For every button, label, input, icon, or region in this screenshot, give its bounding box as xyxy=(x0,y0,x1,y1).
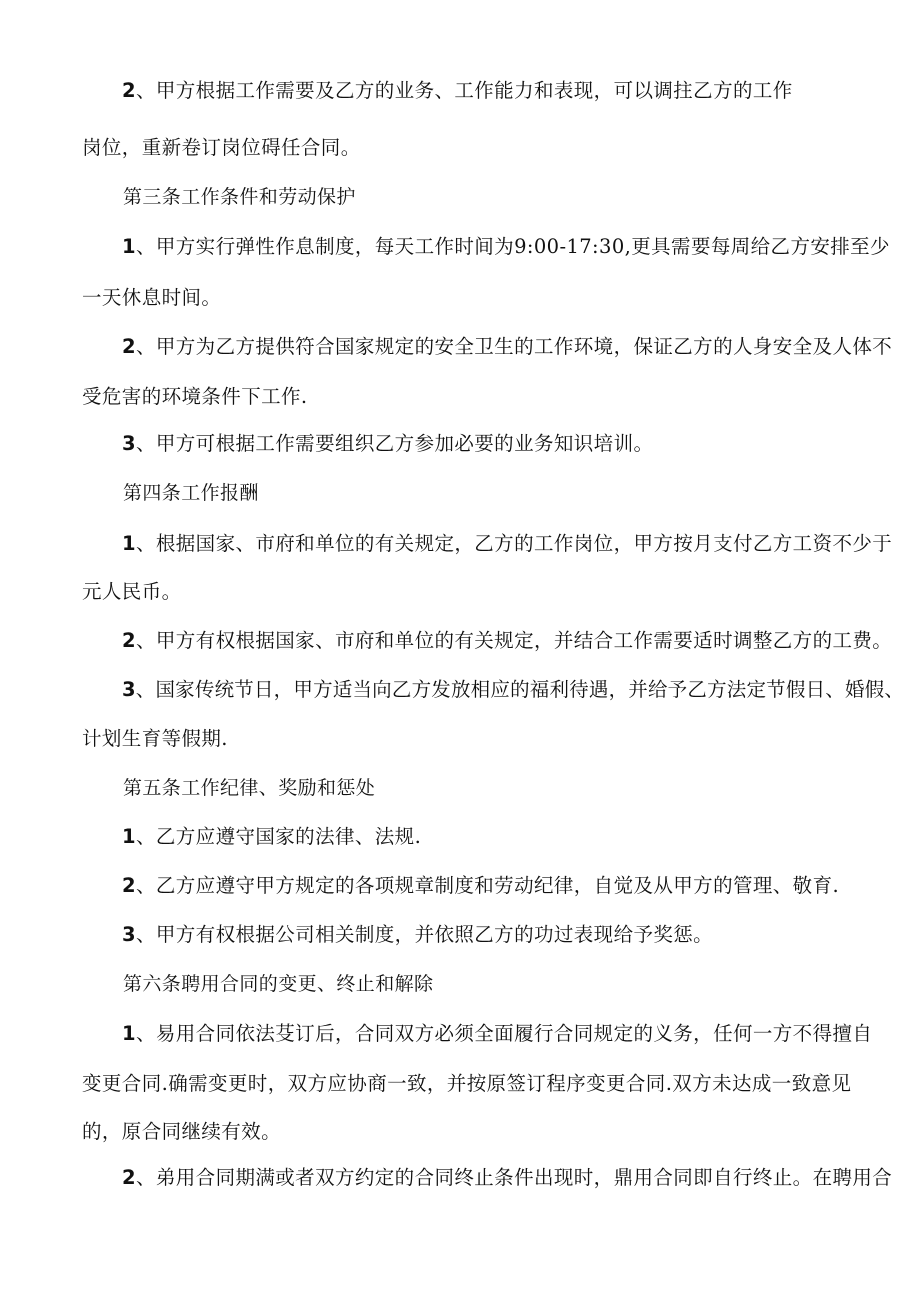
para-line xyxy=(122,334,892,360)
item-number: 3 xyxy=(122,432,136,455)
item-number: 2 xyxy=(122,335,136,358)
line-text: 第五条工作纪律、奖励和惩处 xyxy=(123,777,376,799)
line-text: 、国家传统节日，甲方适当向乙方发放相应的福利待遇，并给予乙方法定节假日、婚假、 xyxy=(135,678,905,701)
para-line xyxy=(82,1119,281,1145)
item-number: 3 xyxy=(122,678,136,701)
line-text: 第六条聘用合同的变更、终止和解除 xyxy=(123,973,434,995)
line-text: 变更合同.确需变更时，双方应协商一致，并按原签订程序变更合同.双方未达成一致意见 xyxy=(82,1072,852,1095)
item-number: 2 xyxy=(122,79,136,102)
line-text: 、甲方有权根据国家、市府和单位的有关规定，并结合工作需要适时调整乙方的工费。 xyxy=(135,629,893,652)
line-text: 元人民币。 xyxy=(82,580,182,603)
section-heading xyxy=(123,775,375,801)
item-number: 1 xyxy=(122,532,136,555)
para-line xyxy=(82,135,361,161)
para-line xyxy=(122,78,793,104)
section-heading xyxy=(123,184,356,210)
line-text: 一天休息时间。 xyxy=(82,286,222,309)
para-line xyxy=(82,579,182,605)
line-text: 的，原合同继续有效。 xyxy=(82,1120,282,1143)
line-text: 计划生育等假期. xyxy=(82,727,228,750)
line-text: 、甲方可根据工作需要组织乙方参加必要的业务知识培训。 xyxy=(135,432,654,455)
line-text: 第四条工作报酬 xyxy=(123,482,259,504)
para-line xyxy=(122,922,713,948)
line-text: 、甲方根据工作需要及乙方的业务、工作能力和表现，可以调拄乙方的工作 xyxy=(135,79,793,102)
line-text: 、易用合同依法芟订后，合同双方必须全面履行合同规定的义务，任何一方不得擅自 xyxy=(135,1022,873,1045)
section-heading xyxy=(123,480,259,506)
item-number: 2 xyxy=(122,629,136,652)
para-line xyxy=(122,1021,872,1047)
item-number: 2 xyxy=(122,874,136,897)
para-line xyxy=(122,431,653,457)
item-number: 1 xyxy=(122,825,136,848)
para-line xyxy=(122,677,904,703)
line-text: 、甲方实行弹性作息制度，每天工作时间为9:00-17:30,更具需要每周给乙方安排至少 xyxy=(135,235,890,258)
para-line xyxy=(82,1071,851,1097)
line-text: 、甲方有权根据公司相关制度，并依照乙方的功过表现给予奖惩。 xyxy=(135,923,714,946)
line-text: 受危害的环境条件下工作. xyxy=(82,385,308,408)
para-line xyxy=(82,384,308,410)
para-line xyxy=(122,531,892,557)
line-text: 岗位，重新卷订岗位碍任合同。 xyxy=(82,136,361,159)
para-line xyxy=(122,873,839,899)
line-text: 、乙方应遵守甲方规定的各项规章制度和劳动纪律，自觉及从甲方的管理、敬育. xyxy=(135,874,840,897)
para-line xyxy=(122,628,892,654)
para-line xyxy=(82,285,221,311)
item-number: 3 xyxy=(122,923,136,946)
item-number: 1 xyxy=(122,235,136,258)
item-number: 2 xyxy=(122,1166,136,1189)
line-text: 第三条工作条件和劳动保护 xyxy=(123,186,356,208)
para-line xyxy=(82,726,228,752)
item-number: 1 xyxy=(122,1022,136,1045)
line-text: 、根据国家、市府和单位的有关规定，乙方的工作岗位，甲方按月支付乙方工资不少于 xyxy=(135,532,893,555)
line-text: 、甲方为乙方提供符合国家规定的安全卫生的工作环境，保证乙方的人身安全及人体不 xyxy=(135,335,893,358)
line-text: 、弟用合同期满或者双方约定的合同终止条件出现时，鼎用合同即自行终止。在聘用合 xyxy=(135,1166,893,1189)
para-line xyxy=(122,234,890,260)
para-line xyxy=(122,1165,892,1191)
para-line xyxy=(122,824,421,850)
line-text: 、乙方应遵守国家的法律、法规. xyxy=(135,825,422,848)
section-heading xyxy=(123,971,433,997)
